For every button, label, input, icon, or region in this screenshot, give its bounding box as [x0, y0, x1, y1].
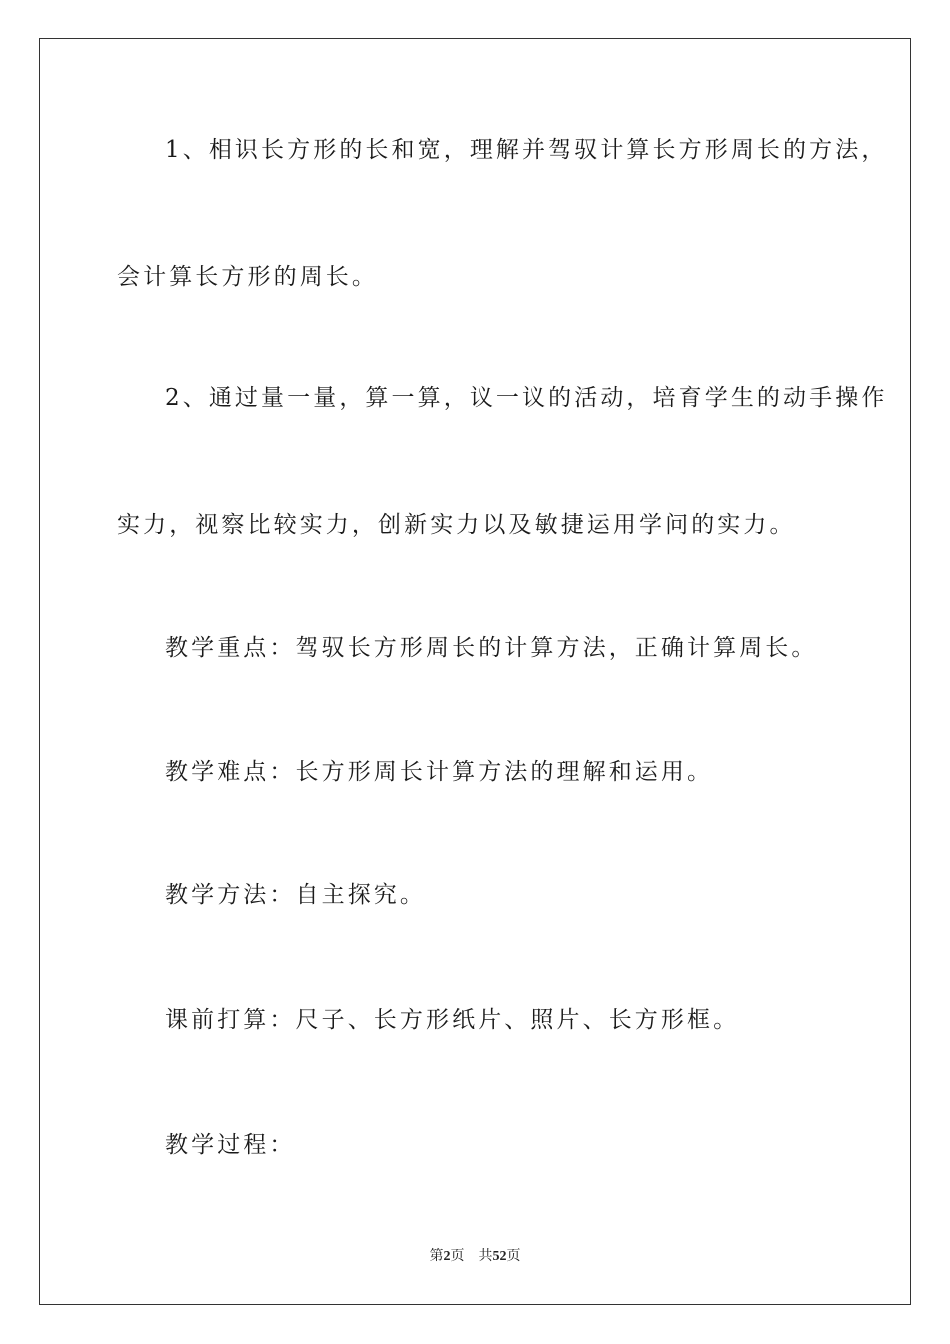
teaching-difficulties: 教学难点：长方形周长计算方法的理解和运用。	[165, 759, 714, 785]
footer-total-suffix: 页	[506, 1248, 521, 1264]
class-preparation: 课前打算：尺子、长方形纸片、照片、长方形框。	[165, 1007, 740, 1033]
footer-total-pages: 52	[492, 1249, 507, 1264]
teaching-method: 教学方法：自主探究。	[165, 882, 426, 908]
footer-page-number: 2	[443, 1249, 451, 1264]
paragraph-1-line-1: 1、相识长方形的长和宽，理解并驾驭计算长方形周长的方法，	[165, 137, 888, 163]
teaching-process-heading: 教学过程：	[165, 1132, 296, 1158]
teaching-key-points: 教学重点：驾驭长方形周长的计算方法，正确计算周长。	[165, 635, 818, 661]
paragraph-2-line-1: 2、通过量一量，算一算，议一议的活动，培育学生的动手操作	[165, 385, 888, 411]
page-footer	[0, 1245, 950, 1265]
paragraph-2-line-2: 实力，视察比较实力，创新实力以及敏捷运用学问的实力。	[117, 512, 796, 538]
footer-page-suffix: 页	[450, 1248, 465, 1264]
page-frame	[39, 38, 911, 1305]
footer-page-prefix: 第	[429, 1248, 444, 1264]
paragraph-1-line-2: 会计算长方形的周长。	[117, 264, 378, 290]
footer-total-prefix: 共	[478, 1248, 493, 1264]
